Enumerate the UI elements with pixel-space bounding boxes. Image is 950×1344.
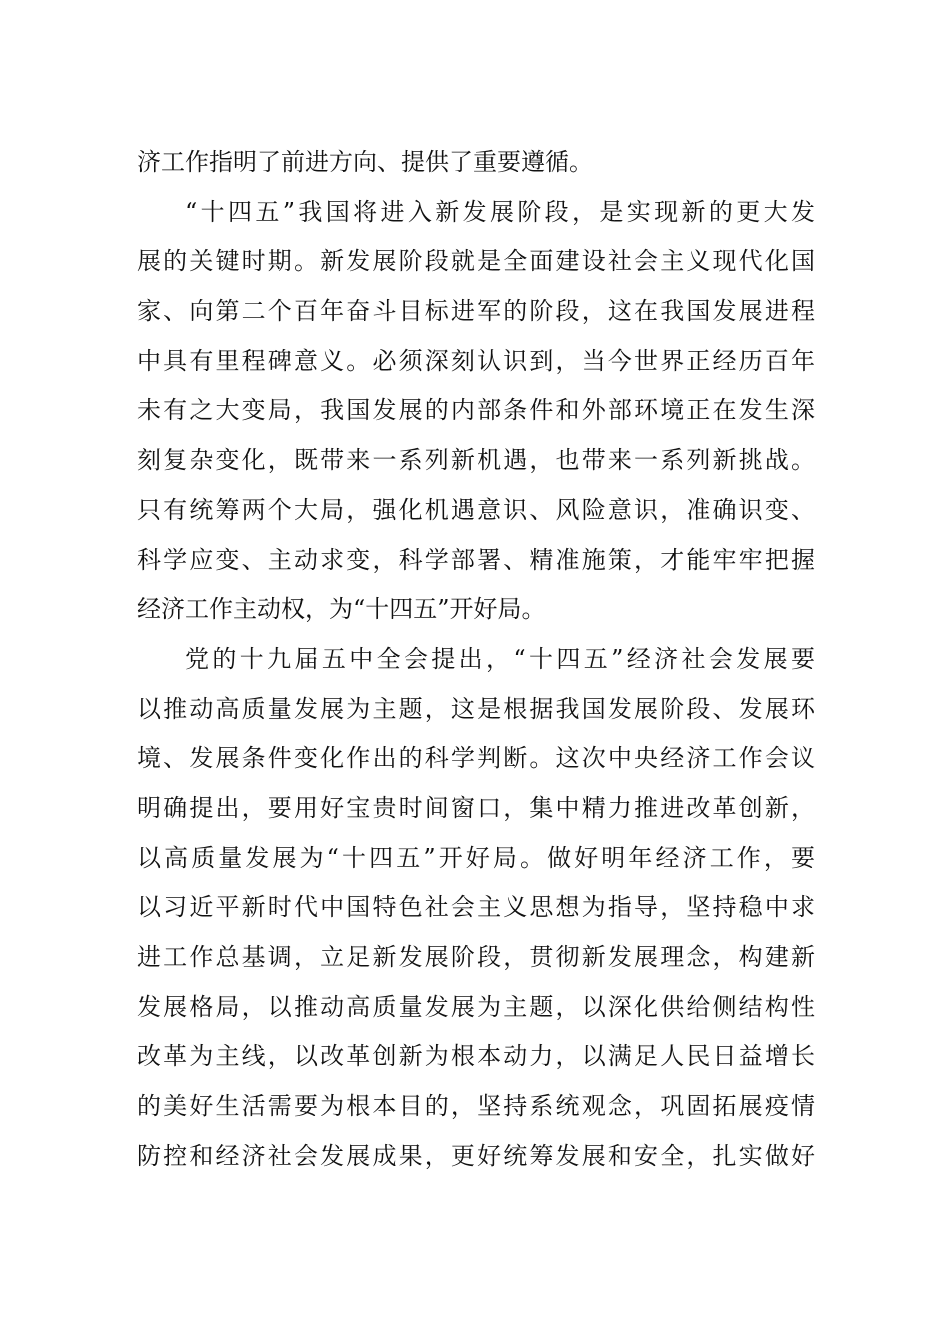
paragraph-line: 的美好生活需要为根本目的，坚持系统观念，巩固拓展疫情 <box>137 1092 815 1121</box>
paragraph-line: 境、发展条件变化作出的科学判断。这次中央经济工作会议 <box>137 744 815 773</box>
paragraph-line: 以习近平新时代中国特色社会主义思想为指导，坚持稳中求 <box>137 893 815 922</box>
paragraph-line: 济工作指明了前进方向、提供了重要遵循。 <box>137 148 593 176</box>
body-text <box>137 138 815 1181</box>
paragraph-line: 以推动高质量发展为主题，这是根据我国发展阶段、发展环 <box>137 694 815 723</box>
paragraph-line: 经济工作主动权，为“十四五”开好局。 <box>137 595 546 624</box>
paragraph-line: 展的关键时期。新发展阶段就是全面建设社会主义现代化国 <box>137 247 815 276</box>
paragraph-line: 科学应变、主动求变，科学部署、精准施策，才能牢牢把握 <box>137 545 815 574</box>
paragraph-line: 发展格局，以推动高质量发展为主题，以深化供给侧结构性 <box>137 992 815 1021</box>
paragraph-line: 防控和经济社会发展成果，更好统筹发展和安全，扎实做好 <box>137 1141 815 1170</box>
paragraph-line: 只有统筹两个大局，强化机遇意识、风险意识，准确识变、 <box>137 495 815 524</box>
paragraph-line: “十四五”我国将进入新发展阶段，是实现新的更大发 <box>185 197 815 226</box>
paragraph-line: 刻复杂变化，既带来一系列新机遇，也带来一系列新挑战。 <box>137 446 815 475</box>
paragraph-line: 家、向第二个百年奋斗目标进军的阶段，这在我国发展进程 <box>137 297 815 326</box>
paragraph-line: 党的十九届五中全会提出，“十四五”经济社会发展要 <box>185 644 815 673</box>
paragraph-line: 中具有里程碑意义。必须深刻认识到，当今世界正经历百年 <box>137 346 815 375</box>
paragraph-line: 明确提出，要用好宝贵时间窗口，集中精力推进改革创新， <box>137 793 815 822</box>
paragraph-line: 改革为主线，以改革创新为根本动力，以满足人民日益增长 <box>137 1042 815 1071</box>
paragraph-line: 进工作总基调，立足新发展阶段，贯彻新发展理念，构建新 <box>137 943 815 971</box>
paragraph-line: 未有之大变局，我国发展的内部条件和外部环境正在发生深 <box>137 396 815 425</box>
paragraph-line: 以高质量发展为“十四五”开好局。做好明年经济工作，要 <box>137 843 815 872</box>
